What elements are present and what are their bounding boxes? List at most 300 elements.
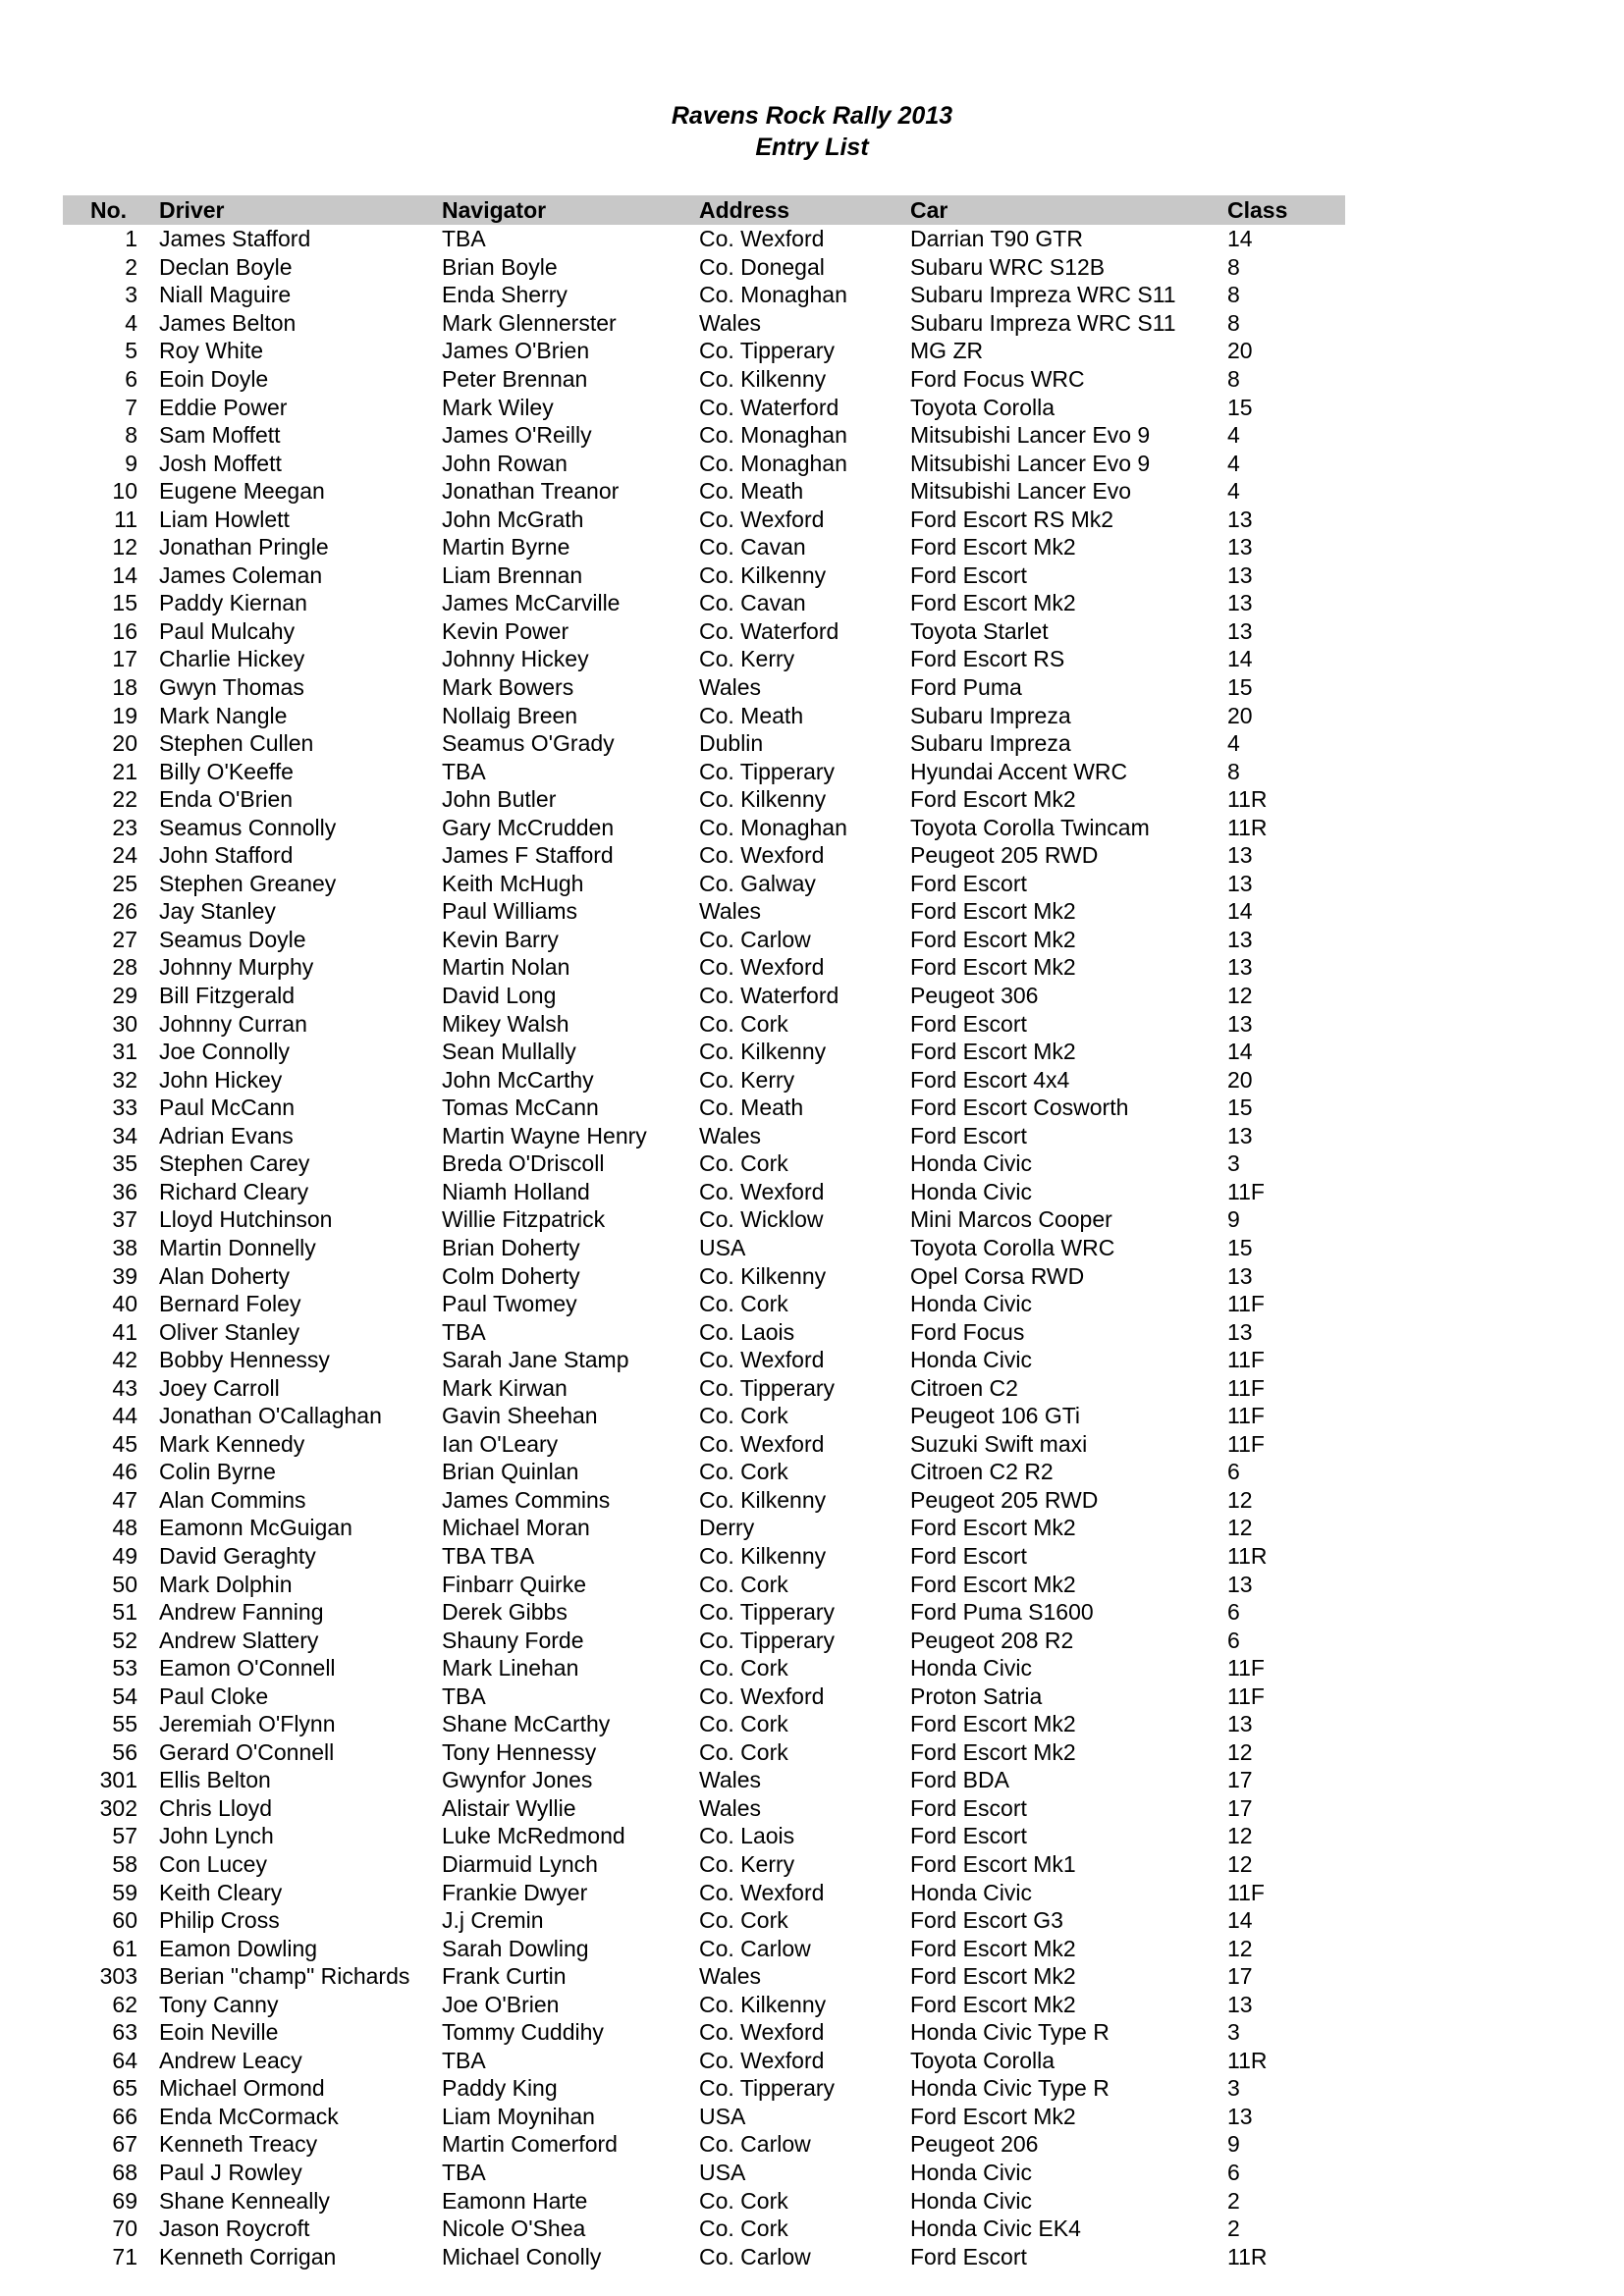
address: Co. Waterford [699,983,839,1009]
entry-number: 1 [125,226,137,252]
driver-name: Jonathan Pringle [159,534,329,561]
class: 2 [1227,2216,1240,2242]
car: Citroen C2 R2 [910,1459,1054,1485]
driver-name: Mark Kennedy [159,1430,305,1457]
entry-number: 61 [112,1935,137,1961]
navigator-name: Kevin Barry [442,926,559,952]
navigator-name: Frank Curtin [442,1963,567,1990]
car: Ford Escort Mk2 [910,1738,1076,1765]
car: Honda Civic Type R [910,2075,1110,2102]
address: Co. Waterford [699,617,839,644]
table-row [63,1598,1345,1627]
class: 20 [1227,702,1253,728]
address: Co. Tipperary [699,1374,836,1401]
class: 14 [1227,1907,1253,1934]
navigator-name: TBA [442,758,486,784]
entry-number: 56 [112,1738,137,1765]
entry-number: 59 [112,1879,137,1905]
car: Honda Civic [910,1291,1032,1317]
table-row [63,2018,1345,2047]
address: Wales [699,1767,762,1793]
car: Honda Civic [910,1178,1032,1204]
navigator-name: TBA TBA [442,1542,535,1569]
driver-name: Declan Boyle [159,253,293,280]
entry-number: 57 [112,1823,137,1849]
class: 6 [1227,1599,1240,1626]
entry-number: 50 [112,1571,137,1597]
navigator-name: Michael Moran [442,1515,590,1541]
address: Wales [699,898,762,925]
navigator-name: Tony Hennessy [442,1738,597,1765]
table-row [63,393,1345,421]
address: Co. Cork [699,2216,788,2242]
navigator-name: Paul Williams [442,898,578,925]
entry-number: 64 [112,2047,137,2073]
table-row [63,2186,1345,2215]
class: 14 [1227,226,1253,252]
driver-name: Paul J Rowley [159,2160,302,2185]
entry-list-table [63,195,1345,2270]
driver-name: Keith Cleary [159,1879,283,1905]
table-row [63,2103,1345,2131]
class: 14 [1227,898,1253,925]
navigator-name: Gary McCrudden [442,814,615,840]
address: Co. Cork [699,1010,788,1037]
navigator-name: Martin Comerford [442,2131,618,2158]
address: Co. Wexford [699,1879,825,1905]
car: Honda Civic [910,2160,1032,2185]
entry-number: 2 [125,253,137,280]
address: USA [699,1234,746,1260]
navigator-name: Liam Moynihan [442,2103,595,2129]
table-row [63,1290,1345,1318]
table-row [63,1430,1345,1459]
navigator-name: J.j Cremin [442,1907,544,1934]
class: 20 [1227,1066,1253,1093]
class: 13 [1227,1991,1253,2017]
entry-number: 9 [125,450,137,476]
address: Co. Kilkenny [699,786,827,813]
entry-number: 52 [112,1627,137,1653]
address: Co. Wexford [699,1430,825,1457]
entry-number: 67 [112,2131,137,2158]
table-row [63,2215,1345,2243]
car: Ford Escort [910,1010,1027,1037]
navigator-name: Niamh Holland [442,1178,590,1204]
car: Ford Escort Mk2 [910,1039,1076,1065]
car: Ford Escort RS Mk2 [910,506,1114,532]
class: 13 [1227,1711,1253,1737]
driver-name: Eugene Meegan [159,478,325,505]
table-row [63,785,1345,814]
car: Toyota Corolla [910,394,1056,420]
class: 12 [1227,1850,1253,1877]
driver-name: David Geraghty [159,1542,316,1569]
navigator-name: Mark Kirwan [442,1374,568,1401]
header-row [63,195,1345,225]
driver-name: Ellis Belton [159,1767,271,1793]
address: Co. Carlow [699,2243,811,2269]
navigator-name: Liam Brennan [442,561,583,588]
class: 13 [1227,590,1253,616]
navigator-name: John Butler [442,786,557,813]
class: 13 [1227,1122,1253,1148]
driver-name: Sam Moffett [159,422,281,449]
car: Ford Escort Mk2 [910,1991,1076,2017]
car: Opel Corsa RWD [910,1262,1085,1289]
class: 17 [1227,1794,1253,1821]
driver-name: Johnny Curran [159,1010,307,1037]
entry-number: 60 [112,1907,137,1934]
address: Co. Cork [699,1907,788,1934]
entry-number: 17 [112,646,137,672]
address: Co. Tipperary [699,758,836,784]
car: Ford Escort Mk2 [910,898,1076,925]
class: 6 [1227,1459,1240,1485]
car: Ford Escort [910,2243,1027,2269]
table-row [63,337,1345,365]
entry-number: 35 [112,1150,137,1177]
car: Mini Marcos Cooper [910,1206,1112,1233]
table-row [63,1766,1345,1794]
table-row [63,1738,1345,1767]
navigator-name: Martin Byrne [442,534,570,561]
table-row [63,1542,1345,1571]
address: Wales [699,674,762,701]
navigator-name: James O'Reilly [442,422,592,449]
address: Co. Cork [699,1459,788,1485]
class: 8 [1227,758,1240,784]
entry-number: 70 [112,2216,137,2242]
entry-number: 11 [114,506,137,532]
car: Toyota Corolla WRC [910,1234,1115,1260]
navigator-name: Breda O'Driscoll [442,1150,605,1177]
car: Peugeot 106 GTi [910,1403,1081,1429]
car: Ford Focus [910,1318,1025,1345]
table-row [63,449,1345,477]
address: Co. Waterford [699,394,839,420]
entry-number: 65 [112,2075,137,2102]
driver-name: Mark Dolphin [159,1571,293,1597]
table-row [63,926,1345,954]
navigator-name: Johnny Hickey [442,646,589,672]
navigator-name: Tomas McCann [442,1095,599,1121]
class: 13 [1227,842,1253,869]
navigator-name: Keith McHugh [442,870,584,896]
entry-number: 49 [112,1542,137,1569]
navigator-name: Michael Conolly [442,2243,602,2269]
class: 3 [1227,1150,1240,1177]
table-row [63,953,1345,982]
address: Co. Meath [699,478,804,505]
class: 15 [1227,674,1253,701]
class: 6 [1227,1627,1240,1653]
driver-name: Eamonn McGuigan [159,1515,352,1541]
car: Ford Escort [910,1542,1027,1569]
class: 4 [1227,450,1240,476]
entry-number: 22 [112,786,137,813]
navigator-name: Nollaig Breen [442,702,578,728]
address: Wales [699,309,762,336]
address: Co. Monaghan [699,450,847,476]
navigator-name: Seamus O'Grady [442,730,615,757]
address: Co. Wexford [699,1682,825,1709]
class: 17 [1227,1963,1253,1990]
entry-number: 48 [112,1515,137,1541]
class: 13 [1227,534,1253,561]
car: Ford Escort RS [910,646,1065,672]
class: 11R [1227,2243,1268,2269]
address: Co. Donegal [699,253,825,280]
navigator-name: Finbarr Quirke [442,1571,586,1597]
table-row [63,533,1345,561]
entry-number: 23 [112,814,137,840]
entry-number: 19 [112,702,137,728]
navigator-name: Martin Nolan [442,954,570,981]
table-row [63,841,1345,870]
driver-name: Andrew Leacy [159,2047,302,2073]
address: Co. Wexford [699,2019,825,2046]
table-row [63,1682,1345,1710]
address: Co. Meath [699,1095,804,1121]
entry-number: 18 [112,674,137,701]
driver-name: James Stafford [159,226,311,252]
address: Co. Cavan [699,590,806,616]
driver-name: Charlie Hickey [159,646,305,672]
class: 15 [1227,1234,1253,1260]
address: Co. Kilkenny [699,1991,827,2017]
entry-number: 51 [112,1599,137,1626]
car: Ford Escort Mk2 [910,1515,1076,1541]
address: Co. Kerry [699,1850,795,1877]
table-row [63,1514,1345,1542]
driver-name: John Stafford [159,842,294,869]
car: Subaru Impreza [910,730,1071,757]
driver-name: James Belton [159,309,297,336]
navigator-name: Willie Fitzpatrick [442,1206,606,1233]
table-row [63,2159,1345,2187]
entry-number: 66 [112,2103,137,2129]
table-row [63,1094,1345,1122]
driver-name: Paul Mulcahy [159,617,296,644]
entry-number: 40 [112,1291,137,1317]
class: 11F [1227,1178,1265,1204]
address: Derry [699,1515,755,1541]
address: Co. Wexford [699,954,825,981]
driver-name: Jason Roycroft [159,2216,310,2242]
table-row [63,1486,1345,1515]
table-row [63,982,1345,1010]
driver-name: Eddie Power [159,394,288,420]
class: 9 [1227,2131,1240,2158]
driver-name: Josh Moffett [159,450,282,476]
entry-number: 7 [125,394,137,420]
navigator-name: Gwynfor Jones [442,1767,593,1793]
address: Wales [699,1122,762,1148]
driver-name: Colin Byrne [159,1459,276,1485]
table-row [63,2047,1345,2075]
class: 8 [1227,309,1240,336]
car: Ford Escort [910,561,1027,588]
car: Subaru WRC S12B [910,253,1106,280]
address: Co. Kerry [699,1066,795,1093]
class: 15 [1227,394,1253,420]
table-row [63,701,1345,729]
column-header-class: Class [1223,195,1345,225]
car: Honda Civic [910,2187,1032,2214]
car: Peugeot 205 RWD [910,1486,1099,1513]
driver-name: Stephen Cullen [159,730,314,757]
driver-name: Enda McCormack [159,2103,339,2129]
navigator-name: Brian Boyle [442,253,558,280]
entry-number: 4 [125,309,137,336]
table-row [63,617,1345,646]
column-header-driver: Driver [137,195,438,225]
car: Ford Escort Mk2 [910,786,1076,813]
table-row [63,1850,1345,1879]
entry-number: 25 [112,870,137,896]
table-row [63,1906,1345,1935]
navigator-name: TBA [442,2047,486,2073]
car: Honda Civic Type R [910,2019,1110,2046]
table-row [63,1878,1345,1906]
class: 4 [1227,730,1240,757]
navigator-name: Sean Mullally [442,1039,576,1065]
entry-number: 303 [99,1963,137,1990]
entry-number: 69 [112,2187,137,2214]
car: Ford Escort Mk2 [910,590,1076,616]
car: Mitsubishi Lancer Evo 9 [910,450,1151,476]
table-row [63,1122,1345,1150]
address: Co. Cork [699,1291,788,1317]
entry-number: 33 [112,1095,137,1121]
entry-number: 21 [112,758,137,784]
class: 11F [1227,1403,1265,1429]
document-title: Ravens Rock Rally 2013 [671,102,953,130]
table-row [63,1654,1345,1682]
driver-name: Kenneth Corrigan [159,2243,337,2269]
car: Ford Escort Mk2 [910,534,1076,561]
entry-number: 30 [112,1010,137,1037]
class: 11F [1227,1347,1265,1373]
entry-number: 32 [112,1066,137,1093]
class: 4 [1227,478,1240,505]
address: Co. Kilkenny [699,1039,827,1065]
driver-name: Chris Lloyd [159,1794,273,1821]
class: 12 [1227,1515,1253,1541]
address: Co. Wexford [699,1347,825,1373]
table-row [63,645,1345,673]
address: Co. Carlow [699,926,811,952]
car: Ford BDA [910,1767,1009,1793]
class: 11F [1227,1374,1265,1401]
address: USA [699,2103,746,2129]
table-row [63,225,1345,253]
class: 6 [1227,2160,1240,2185]
address: Co. Monaghan [699,422,847,449]
car: Ford Escort Mk2 [910,1711,1076,1737]
entry-number: 15 [112,590,137,616]
navigator-name: Enda Sherry [442,282,568,308]
car: Subaru Impreza WRC S11 [910,309,1176,336]
table-row [63,1205,1345,1234]
navigator-name: James McCarville [442,590,621,616]
car: Honda Civic [910,1879,1032,1905]
table-row [63,1009,1345,1038]
address: Co. Kerry [699,646,795,672]
car: Subaru Impreza WRC S11 [910,282,1176,308]
navigator-name: Mark Glennerster [442,309,617,336]
driver-name: Joey Carroll [159,1374,280,1401]
navigator-name: Mikey Walsh [442,1010,569,1037]
entry-number: 5 [125,338,137,364]
table-row [63,673,1345,702]
navigator-name: James O'Brien [442,338,590,364]
class: 11F [1227,1430,1265,1457]
car: Ford Puma S1600 [910,1599,1094,1626]
table-row [63,897,1345,926]
navigator-name: Shauny Forde [442,1627,584,1653]
address: Co. Meath [699,702,804,728]
driver-name: John Hickey [159,1066,283,1093]
driver-name: Liam Howlett [159,506,290,532]
entry-number: 302 [99,1794,137,1821]
driver-name: Jonathan O'Callaghan [159,1403,382,1429]
car: Ford Escort [910,1122,1027,1148]
table-row [63,1626,1345,1654]
class: 12 [1227,1935,1253,1961]
address: Wales [699,1794,762,1821]
entry-number: 26 [112,898,137,925]
address: Co. Wexford [699,1178,825,1204]
entry-number: 47 [112,1486,137,1513]
driver-name: Paul McCann [159,1095,296,1121]
table-row [63,1962,1345,1991]
navigator-name: TBA [442,226,486,252]
entry-number: 41 [112,1318,137,1345]
navigator-name: Martin Wayne Henry [442,1122,647,1148]
car: Peugeot 306 [910,983,1039,1009]
class: 8 [1227,366,1240,392]
class: 14 [1227,646,1253,672]
entry-number: 37 [112,1206,137,1233]
driver-name: Billy O'Keeffe [159,758,294,784]
table-row [63,813,1345,841]
driver-name: Paul Cloke [159,1682,269,1709]
driver-name: Andrew Slattery [159,1627,319,1653]
car: Ford Focus WRC [910,366,1085,392]
entry-number: 8 [125,422,137,449]
address: Co. Kilkenny [699,561,827,588]
table-row [63,1990,1345,2018]
table-row [63,2074,1345,2103]
class: 3 [1227,2019,1240,2046]
car: Toyota Corolla [910,2047,1056,2073]
address: Co. Cork [699,1655,788,1682]
navigator-name: TBA [442,1318,486,1345]
navigator-name: Sarah Jane Stamp [442,1347,629,1373]
driver-name: Alan Doherty [159,1262,290,1289]
navigator-name: Sarah Dowling [442,1935,589,1961]
driver-name: Berian "champ" Richards [159,1963,410,1990]
class: 17 [1227,1767,1253,1793]
entry-number: 6 [125,366,137,392]
address: Co. Tipperary [699,1627,836,1653]
entry-number: 39 [112,1262,137,1289]
car: Mitsubishi Lancer Evo 9 [910,422,1151,449]
address: Co. Cavan [699,534,806,561]
address: Wales [699,1963,762,1990]
